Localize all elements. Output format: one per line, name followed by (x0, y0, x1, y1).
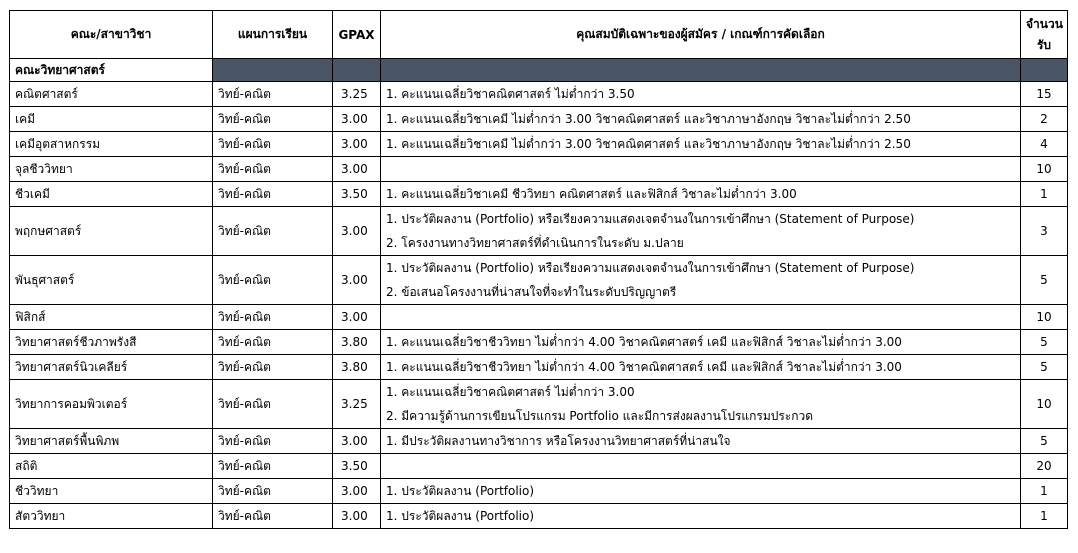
gpax-cell: 3.00 (333, 479, 381, 504)
count-cell: 5 (1021, 429, 1068, 454)
criteria-cell (381, 454, 1021, 479)
criteria-line: 1. คะแนนเฉลี่ยวิชาเคมี ไม่ต่ำกว่า 3.00 วิชาคณิตศาสตร์ และวิชาภาษาอังกฤษ วิชาละไม่ต่ำกว่า 2.50 (386, 112, 911, 126)
table-row (10, 132, 1068, 157)
table-row (10, 479, 1068, 504)
criteria-line: 1. คะแนนเฉลี่ยวิชาชีววิทยา ไม่ต่ำกว่า 4.00 วิชาคณิตศาสตร์ เคมี และฟิสิกส์ วิชาละไม่ต่ำกว่า 3.00 (386, 335, 902, 349)
gpax-cell: 3.00 (333, 305, 381, 330)
major-cell: ฟิสิกส์ (10, 305, 213, 330)
section-fill (213, 59, 333, 82)
criteria-cell (381, 256, 1021, 305)
count-cell: 15 (1021, 82, 1068, 107)
major-cell: สัตววิทยา (10, 504, 213, 529)
plan-cell: วิทย์-คณิต (213, 305, 333, 330)
plan-cell: วิทย์-คณิต (213, 380, 333, 429)
criteria-line: 1. คะแนนเฉลี่ยวิชาเคมี ชีววิทยา คณิตศาสตร์ และฟิสิกส์ วิชาละไม่ต่ำกว่า 3.00 (386, 187, 797, 201)
major-cell: เคมี (10, 107, 213, 132)
gpax-cell: 3.25 (333, 380, 381, 429)
major-cell: วิทยาศาสตร์พื้นพิภพ (10, 429, 213, 454)
table-row (10, 504, 1068, 529)
plan-cell: วิทย์-คณิต (213, 207, 333, 256)
major-cell: ชีววิทยา (10, 479, 213, 504)
section-fill (1021, 59, 1068, 82)
header-count (1021, 11, 1068, 59)
plan-cell: วิทย์-คณิต (213, 355, 333, 380)
table-row (10, 429, 1068, 454)
gpax-cell: 3.50 (333, 182, 381, 207)
section-fill (381, 59, 1021, 82)
criteria-line: 1. คะแนนเฉลี่ยวิชาเคมี ไม่ต่ำกว่า 3.00 วิชาคณิตศาสตร์ และวิชาภาษาอังกฤษ วิชาละไม่ต่ำกว่า 2.50 (386, 137, 911, 151)
gpax-cell: 3.80 (333, 330, 381, 355)
plan-cell: วิทย์-คณิต (213, 429, 333, 454)
major-cell: ชีวเคมี (10, 182, 213, 207)
gpax-cell: 3.00 (333, 504, 381, 529)
count-cell: 10 (1021, 157, 1068, 182)
plan-cell: วิทย์-คณิต (213, 107, 333, 132)
table-row (10, 305, 1068, 330)
criteria-cell (381, 504, 1021, 529)
criteria-line: 2. โครงงานทางวิทยาศาสตร์ที่ดำเนินการในระดับ ม.ปลาย (386, 236, 684, 250)
gpax-cell: 3.00 (333, 256, 381, 305)
major-cell: สถิติ (10, 454, 213, 479)
count-cell: 10 (1021, 380, 1068, 429)
criteria-cell (381, 207, 1021, 256)
gpax-cell: 3.00 (333, 157, 381, 182)
header-row (10, 11, 1068, 59)
gpax-cell: 3.00 (333, 207, 381, 256)
count-cell: 4 (1021, 132, 1068, 157)
count-cell: 5 (1021, 355, 1068, 380)
plan-cell: วิทย์-คณิต (213, 157, 333, 182)
criteria-line: 2. ข้อเสนอโครงงานที่น่าสนใจที่จะทำในระดับปริญญาตรี (386, 285, 677, 299)
criteria-line: 1. ประวัติผลงาน (Portfolio) (386, 484, 535, 498)
major-cell: พฤกษศาสตร์ (10, 207, 213, 256)
header-count-line1: จำนวน (1026, 16, 1063, 31)
criteria-line: 1. คะแนนเฉลี่ยวิชาชีววิทยา ไม่ต่ำกว่า 4.00 วิชาคณิตศาสตร์ เคมี และฟิสิกส์ วิชาละไม่ต่ำกว่า 3.00 (386, 360, 902, 374)
plan-cell: วิทย์-คณิต (213, 504, 333, 529)
plan-cell: วิทย์-คณิต (213, 132, 333, 157)
section-fill (333, 59, 381, 82)
table-row (10, 157, 1068, 182)
criteria-cell (381, 380, 1021, 429)
plan-cell: วิทย์-คณิต (213, 256, 333, 305)
gpax-cell: 3.25 (333, 82, 381, 107)
admission-criteria-table (9, 10, 1068, 529)
count-cell: 20 (1021, 454, 1068, 479)
criteria-cell (381, 182, 1021, 207)
count-cell: 3 (1021, 207, 1068, 256)
gpax-cell: 3.50 (333, 454, 381, 479)
table-row (10, 454, 1068, 479)
criteria-cell (381, 107, 1021, 132)
plan-cell: วิทย์-คณิต (213, 82, 333, 107)
count-cell: 1 (1021, 504, 1068, 529)
plan-cell: วิทย์-คณิต (213, 454, 333, 479)
header-faculty: คณะ/สาขาวิชา (10, 11, 213, 59)
gpax-cell: 3.00 (333, 132, 381, 157)
table-row (10, 256, 1068, 305)
count-cell: 2 (1021, 107, 1068, 132)
plan-cell: วิทย์-คณิต (213, 330, 333, 355)
criteria-cell (381, 355, 1021, 380)
major-cell: คณิตศาสตร์ (10, 82, 213, 107)
table-row (10, 182, 1068, 207)
criteria-line: 2. มีความรู้ด้านการเขียนโปรแกรม Portfolio และมีการส่งผลงานโปรแกรมประกวด (386, 409, 814, 423)
count-cell: 10 (1021, 305, 1068, 330)
gpax-cell: 3.80 (333, 355, 381, 380)
header-criteria: คุณสมบัติเฉพาะของผู้สมัคร / เกณฑ์การคัดเลือก (381, 11, 1021, 59)
table-row (10, 380, 1068, 429)
table-row (10, 330, 1068, 355)
section-label: คณะวิทยาศาสตร์ (10, 59, 213, 82)
major-cell: วิทยาการคอมพิวเตอร์ (10, 380, 213, 429)
table-row (10, 107, 1068, 132)
count-cell: 1 (1021, 182, 1068, 207)
plan-cell: วิทย์-คณิต (213, 182, 333, 207)
criteria-cell (381, 305, 1021, 330)
header-plan: แผนการเรียน (213, 11, 333, 59)
table-row (10, 207, 1068, 256)
criteria-cell (381, 479, 1021, 504)
major-cell: พันธุศาสตร์ (10, 256, 213, 305)
plan-cell: วิทย์-คณิต (213, 479, 333, 504)
major-cell: วิทยาศาสตร์นิวเคลียร์ (10, 355, 213, 380)
criteria-line: 1. ประวัติผลงาน (Portfolio) หรือเรียงความแสดงเจตจำนงในการเข้าศึกษา (Statement of Purpose) (386, 212, 915, 226)
major-cell: จุลชีววิทยา (10, 157, 213, 182)
criteria-cell (381, 82, 1021, 107)
criteria-line: 1. ประวัติผลงาน (Portfolio) หรือเรียงความแสดงเจตจำนงในการเข้าศึกษา (Statement of Purpose) (386, 261, 915, 275)
criteria-cell (381, 330, 1021, 355)
criteria-cell (381, 132, 1021, 157)
table-row (10, 355, 1068, 380)
count-cell: 5 (1021, 256, 1068, 305)
criteria-line: 1. มีประวัติผลงานทางวิชาการ หรือโครงงานวิทยาศาสตร์ที่น่าสนใจ (386, 434, 731, 448)
criteria-cell (381, 157, 1021, 182)
major-cell: เคมีอุตสาหกรรม (10, 132, 213, 157)
count-cell: 1 (1021, 479, 1068, 504)
criteria-line: 1. คะแนนเฉลี่ยวิชาคณิตศาสตร์ ไม่ต่ำกว่า 3.50 (386, 87, 635, 101)
criteria-cell (381, 429, 1021, 454)
gpax-cell: 3.00 (333, 107, 381, 132)
count-cell: 5 (1021, 330, 1068, 355)
gpax-cell: 3.00 (333, 429, 381, 454)
criteria-line: 1. คะแนนเฉลี่ยวิชาคณิตศาสตร์ ไม่ต่ำกว่า 3.00 (386, 385, 635, 399)
section-row (10, 59, 1068, 82)
major-cell: วิทยาศาสตร์ชีวภาพรังสี (10, 330, 213, 355)
header-gpax: GPAX (333, 11, 381, 59)
table-row (10, 82, 1068, 107)
criteria-line: 1. ประวัติผลงาน (Portfolio) (386, 509, 535, 523)
header-count-line2: รับ (1036, 37, 1052, 52)
admission-table-container (9, 10, 1068, 529)
